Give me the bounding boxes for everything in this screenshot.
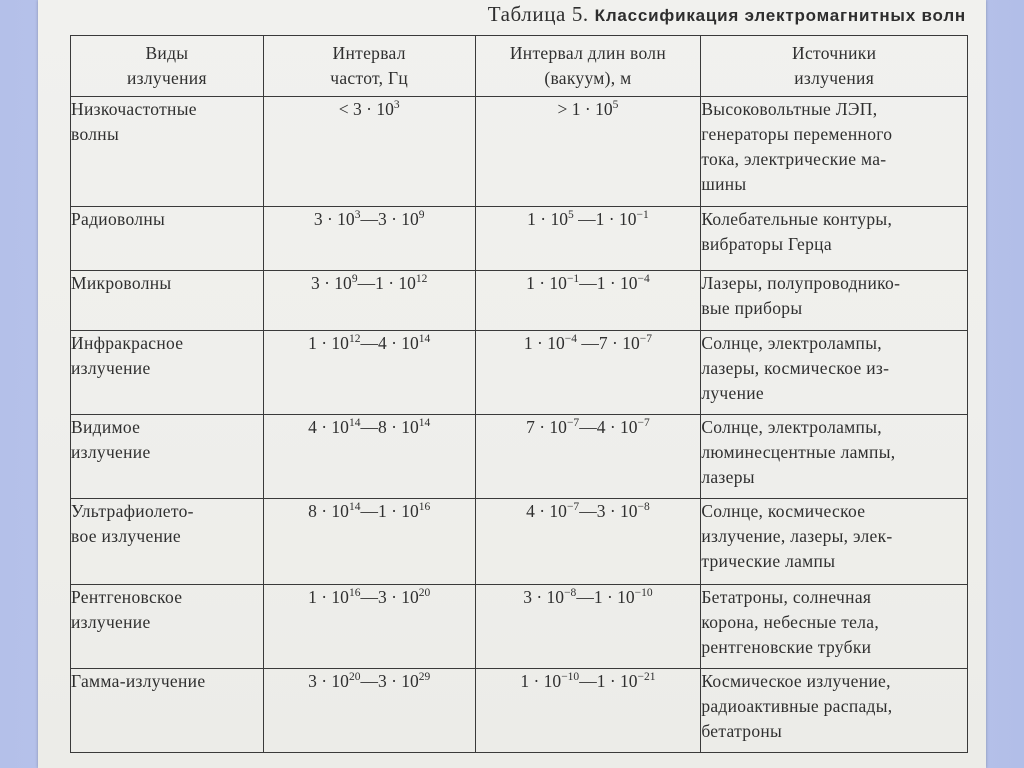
cell-frequency-range [263, 669, 475, 753]
range-exponent: 14 [418, 416, 431, 429]
cell-wavelength-range [475, 207, 701, 271]
range-value: 4 · 10 [308, 417, 349, 437]
table-body [71, 97, 968, 753]
cell-radiation-type [71, 97, 264, 207]
range-exponent: −1 [636, 208, 649, 221]
range-value: 4 · 10 [526, 501, 567, 521]
source-line: Высоковольтные ЛЭП, [701, 99, 878, 119]
source-line: Бетатроны, солнечная [701, 587, 872, 607]
type-line: Микроволны [71, 273, 172, 293]
em-waves-table [70, 35, 968, 753]
type-line: Видимое [71, 417, 141, 437]
cell-wavelength-range [475, 499, 701, 585]
table-row [71, 271, 968, 331]
cell-wavelength-range [475, 415, 701, 499]
range-exponent: −10 [634, 586, 653, 599]
range-value: 1 · 10 [523, 333, 565, 353]
range-value: —4 · 10 [360, 333, 419, 353]
range-value: 1 · 10 [308, 333, 349, 353]
header-line: (вакуум), м [544, 68, 632, 88]
cell-radiation-type [71, 331, 264, 415]
source-line: излучение, лазеры, элек- [701, 526, 893, 546]
source-line: бетатроны [701, 721, 783, 741]
range-value: —3 · 10 [360, 671, 419, 691]
table-row [71, 331, 968, 415]
cell-sources [701, 499, 968, 585]
cell-sources [701, 207, 968, 271]
cell-wavelength-range [475, 585, 701, 669]
source-line: лучение [701, 383, 764, 403]
caption-title: Классификация электромагнитных волн [594, 6, 966, 25]
range-exponent: 3 [354, 208, 361, 221]
cell-frequency-range [263, 207, 475, 271]
range-exponent: 9 [418, 208, 425, 221]
range-exponent: 20 [348, 670, 361, 683]
cell-radiation-type [71, 271, 264, 331]
cell-radiation-type [71, 669, 264, 753]
range-exponent: −7 [566, 416, 580, 429]
header-sources [701, 36, 968, 97]
range-value: —1 · 10 [576, 587, 635, 607]
header-line: Источники [792, 43, 877, 63]
range-value: 1 · 10 [527, 209, 568, 229]
range-value: —7 · 10 [577, 333, 640, 353]
source-line: радиоактивные распады, [701, 696, 893, 716]
cell-sources [701, 331, 968, 415]
cell-sources [701, 271, 968, 331]
range-exponent: 12 [415, 272, 428, 285]
range-exponent: −21 [637, 670, 656, 683]
source-line: рентгеновские трубки [701, 637, 872, 657]
range-value: —4 · 10 [579, 417, 638, 437]
range-value: —8 · 10 [360, 417, 419, 437]
source-line: генераторы переменного [701, 124, 893, 144]
header-frequency [263, 36, 475, 97]
header-type [71, 36, 264, 97]
cell-sources [701, 415, 968, 499]
cell-frequency-range [263, 415, 475, 499]
type-line: Инфракрасное [71, 333, 184, 353]
table-row [71, 585, 968, 669]
source-line: Солнце, электролампы, [701, 333, 882, 353]
range-value: 3 · 10 [308, 671, 349, 691]
range-exponent: 3 [393, 98, 400, 111]
type-line: вое излучение [71, 526, 181, 546]
range-exponent: 29 [418, 670, 431, 683]
range-exponent: −4 [564, 332, 577, 345]
range-exponent: 12 [348, 332, 361, 345]
source-line: шины [701, 174, 747, 194]
range-value: 1 · 10 [526, 273, 567, 293]
range-value: —1 · 10 [579, 273, 638, 293]
type-line: волны [71, 124, 120, 144]
table-row [71, 415, 968, 499]
header-line: излучения [127, 68, 207, 88]
cell-radiation-type [71, 499, 264, 585]
cell-frequency-range [263, 271, 475, 331]
range-exponent: −1 [566, 272, 580, 285]
range-exponent: 16 [348, 586, 361, 599]
cell-radiation-type [71, 585, 264, 669]
table-row [71, 207, 968, 271]
source-line: лазеры, космическое из- [701, 358, 890, 378]
cell-frequency-range [263, 499, 475, 585]
cell-wavelength-range [475, 669, 701, 753]
cell-wavelength-range [475, 271, 701, 331]
header-line: Интервал [332, 43, 406, 63]
header-line: Интервал длин волн [509, 43, 666, 63]
range-value: 3 · 10 [310, 273, 352, 293]
range-value: —1 · 10 [579, 671, 638, 691]
range-exponent: −4 [637, 272, 650, 285]
header-wavelength [475, 36, 701, 97]
cell-sources [701, 669, 968, 753]
cell-radiation-type [71, 415, 264, 499]
range-exponent: 5 [568, 208, 574, 221]
range-exponent: −7 [637, 416, 650, 429]
source-line: люминесцентные лампы, [701, 442, 896, 462]
source-line: вибраторы Герца [701, 234, 832, 254]
type-line: Ультрафиолето- [71, 501, 194, 521]
type-line: Гамма-излучение [71, 671, 206, 691]
range-exponent: 5 [612, 98, 619, 111]
range-exponent: 14 [348, 500, 361, 513]
cell-frequency-range [263, 585, 475, 669]
type-line: излучение [71, 442, 151, 462]
table-row [71, 669, 968, 753]
range-exponent: 20 [418, 586, 431, 599]
table-caption [488, 2, 966, 27]
range-exponent: −7 [639, 332, 652, 345]
type-line: излучение [71, 358, 151, 378]
range-value: —3 · 10 [579, 501, 638, 521]
header-line: излучения [794, 68, 875, 88]
range-exponent: 9 [351, 272, 358, 285]
range-value: —3 · 10 [360, 209, 419, 229]
type-line: Низкочастотные [71, 99, 197, 119]
cell-frequency-range [263, 331, 475, 415]
cell-wavelength-range [475, 331, 701, 415]
caption-number: Таблица 5. [487, 2, 589, 26]
source-line: Космическое излучение, [701, 671, 891, 691]
type-line: Радиоволны [71, 209, 166, 229]
range-value: < 3 · 10 [338, 99, 394, 119]
source-line: Солнце, электролампы, [701, 417, 882, 437]
range-value: 7 · 10 [526, 417, 567, 437]
range-exponent: 14 [418, 332, 431, 345]
source-line: трические лампы [701, 551, 836, 571]
range-value: > 1 · 10 [557, 99, 613, 119]
source-line: лазеры [701, 467, 755, 487]
type-line: излучение [71, 612, 151, 632]
cell-radiation-type [71, 207, 264, 271]
cell-frequency-range [263, 97, 475, 207]
source-line: Колебательные контуры, [701, 209, 893, 229]
range-value: —1 · 10 [357, 273, 416, 293]
type-line: Рентгеновское [71, 587, 183, 607]
source-line: корона, небесные тела, [701, 612, 879, 632]
source-line: тока, электрические ма- [701, 149, 887, 169]
header-line: Виды [145, 43, 189, 63]
cell-sources [701, 97, 968, 207]
range-value: 3 · 10 [523, 587, 565, 607]
source-line: вые приборы [701, 298, 803, 318]
range-exponent: −10 [561, 670, 580, 683]
range-value: 3 · 10 [313, 209, 355, 229]
header-line: частот, Гц [330, 68, 409, 88]
range-value: —1 · 10 [573, 209, 637, 229]
range-exponent: −8 [564, 586, 577, 599]
range-exponent: 14 [348, 416, 361, 429]
range-value: —3 · 10 [360, 587, 419, 607]
table-row [71, 499, 968, 585]
range-exponent: −7 [566, 500, 580, 513]
range-exponent: −8 [637, 500, 650, 513]
range-exponent: 16 [418, 500, 431, 513]
cell-wavelength-range [475, 97, 701, 207]
range-value: 1 · 10 [308, 587, 349, 607]
table-header-row [71, 36, 968, 97]
cell-sources [701, 585, 968, 669]
source-line: Солнце, космическое [701, 501, 866, 521]
range-value: 1 · 10 [520, 671, 562, 691]
table-row [71, 97, 968, 207]
source-line: Лазеры, полупроводнико- [701, 273, 901, 293]
range-value: 8 · 10 [308, 501, 349, 521]
range-value: —1 · 10 [360, 501, 419, 521]
document-page [38, 0, 986, 768]
